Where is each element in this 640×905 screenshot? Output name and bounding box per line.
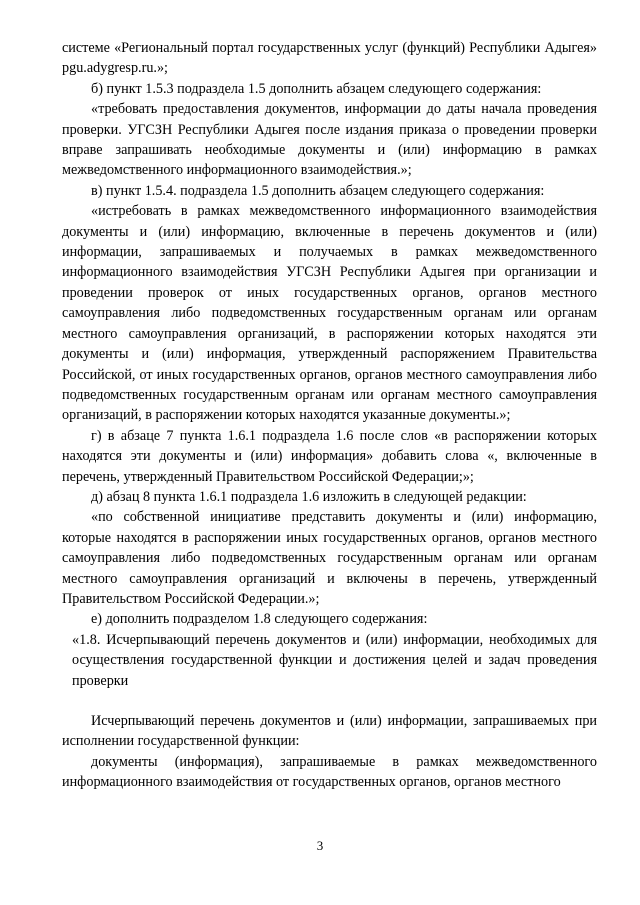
paragraph: «требовать предоставления документов, информации до даты начала проведения проверки. УГСЗН Республики Адыгея после издания приказа о проведении проверки вправе запрашивать необходимые документы и (или) информацию в рамках межведомственного информационного взаимодействия.»;	[62, 101, 597, 179]
paragraph: «истребовать в рамках межведомственного информационного взаимодействия документы и (или) информацию, включенные в перечень документов и (или) информации, запрашиваемых и получаемых в рамках межведомственного информационного взаимодействия УГСЗН Республики Адыгея при организации и проведении проверок от иных государственных органов, органов местного самоуправления либо подведомственных государственным органам или органам местного самоуправления организаций, в распоряжении которых находятся эти документы и (или) информация, утвержденный распоряжением Правительства Российской, от иных государственных органов, органов местного самоуправления либо подведомственных государственным органам или органам местного самоуправления организаций, в распоряжении которых находятся указанные документы.»;	[62, 203, 597, 424]
paragraph: Исчерпывающий перечень документов и (или) информации, запрашиваемых при исполнении государственной функции:	[62, 713, 597, 750]
paragraph: «по собственной инициативе представить документы и (или) информацию, которые находятся в распоряжении иных государственных органов, органов местного самоуправления либо подведомственных государственным органам или органам местного самоуправления организаций и включены в перечень, утвержденный Правительством Российской Федерации.»;	[62, 509, 597, 607]
document-page	[62, 38, 597, 793]
paragraph: д) абзац 8 пункта 1.6.1 подраздела 1.6 изложить в следующей редакции:	[91, 488, 527, 505]
paragraph: г) в абзаце 7 пункта 1.6.1 подраздела 1.6 после слов «в распоряжении которых находятся эти документы и (или) информация» добавить слова «, включенные в перечень, утвержденный Правительством Российской Федерации;»;	[62, 427, 597, 485]
paragraph: системе «Региональный портал государственных услуг (функций) Республики Адыгея» pgu.adygresp.ru.»;	[62, 40, 597, 77]
spacer	[62, 691, 597, 711]
section-heading: «1.8. Исчерпывающий перечень документов и (или) информации, необходимых для осуществления государственной функции и достижения целей и задач проведения проверки	[72, 631, 597, 689]
paragraph: в) пункт 1.5.4. подраздела 1.5 дополнить абзацем следующего содержания:	[91, 182, 545, 199]
paragraph: е) дополнить подразделом 1.8 следующего содержания:	[91, 611, 428, 628]
paragraph: б) пункт 1.5.3 подраздела 1.5 дополнить абзацем следующего содержания:	[91, 80, 542, 97]
paragraph: документы (информация), запрашиваемые в рамках межведомственного информационного взаимодействия от государственных органов, органов местного	[62, 753, 597, 791]
page-number: 3	[316, 838, 324, 853]
